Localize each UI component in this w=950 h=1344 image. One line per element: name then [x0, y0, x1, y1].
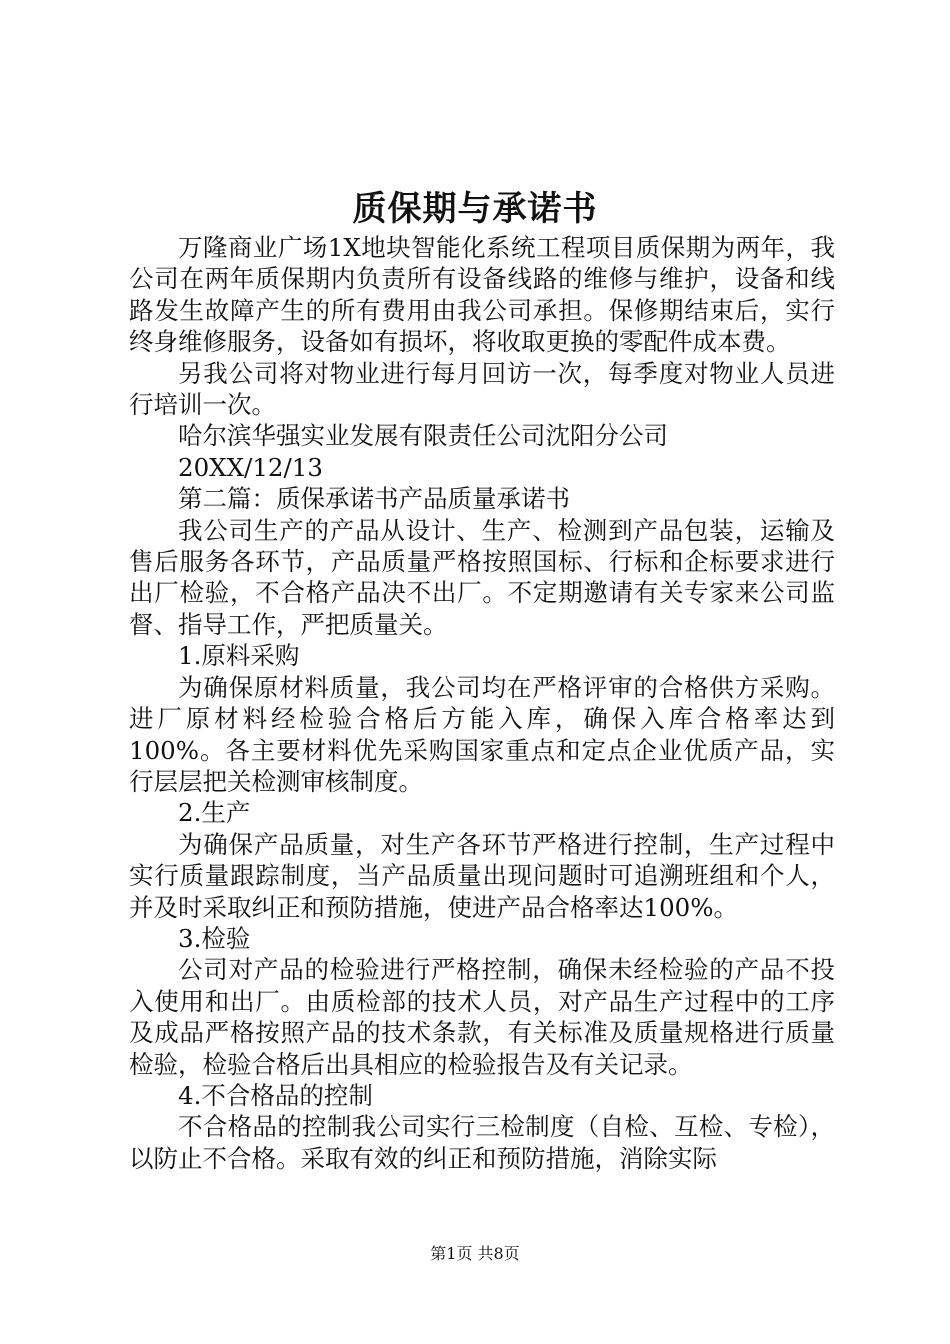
paragraph-quality-overview: 我公司生产的产品从设计、生产、检测到产品包装，运输及售后服务各环节，产品质量严格按照国标、行标和企标要求进行出厂检验，不合格产品决不出厂。不定期邀请有关专家来公司监督、指导工作，严把质量关。 [129, 515, 835, 639]
paragraph-inspection: 公司对产品的检验进行严格控制，确保未经检验的产品不投入使用和出厂。由质检部的技术人员，对产品生产过程中的工序及成品严格按照产品的技术条款，有关标准及质量规格进行质量检验，检验合格后出具相应的检验报告及有关记录。 [129, 955, 835, 1079]
document-title: 质保期与承诺书 [352, 189, 598, 229]
paragraph-production: 为确保产品质量，对生产各环节严格进行控制，生产过程中实行质量跟踪制度，当产品质量出现问题时可追溯班组和个人，并及时采取纠正和预防措施，使进产品合格率达100%。 [129, 829, 835, 922]
paragraph-property-visits: 另我公司将对物业进行每月回访一次，每季度对物业人员进行培训一次。 [129, 358, 835, 420]
page-number-footer: 第1页 共8页 [430, 1244, 520, 1263]
paragraph-warranty-terms: 万隆商业广场1X地块智能化系统工程项目质保期为两年，我公司在两年质保期内负责所有设备线路的维修与维护，设备和线路发生故障产生的所有费用由我公司承担。保修期结束后，实行终身维修服务，设备如有损坏，将收取更换的零配件成本费。 [129, 233, 835, 357]
subheading-nonconforming: 4.不合格品的控制 [178, 1080, 373, 1110]
paragraph-raw-material: 为确保原材料质量，我公司均在严格评审的合格供方采购。进厂原材料经检验合格后方能入库，确保入库合格率达到100%。各主要材料优先采购国家重点和定点企业优质产品，实行层层把关检测审核制度。 [129, 672, 835, 796]
subheading-raw-material: 1.原料采购 [178, 641, 300, 671]
subheading-inspection: 3.检验 [178, 923, 251, 953]
subheading-production: 2.生产 [178, 798, 251, 828]
paragraph-nonconforming: 不合格品的控制我公司实行三检制度（自检、互检、专检），以防止不合格。采取有效的纠正和预防措施，消除实际 [129, 1112, 835, 1173]
signature-date: 20XX/12/13 [178, 452, 323, 482]
document-body [129, 232, 835, 1174]
company-signature: 哈尔滨华强实业发展有限责任公司沈阳分公司 [178, 421, 668, 451]
section-heading-second-part: 第二篇：质保承诺书产品质量承诺书 [178, 484, 570, 514]
